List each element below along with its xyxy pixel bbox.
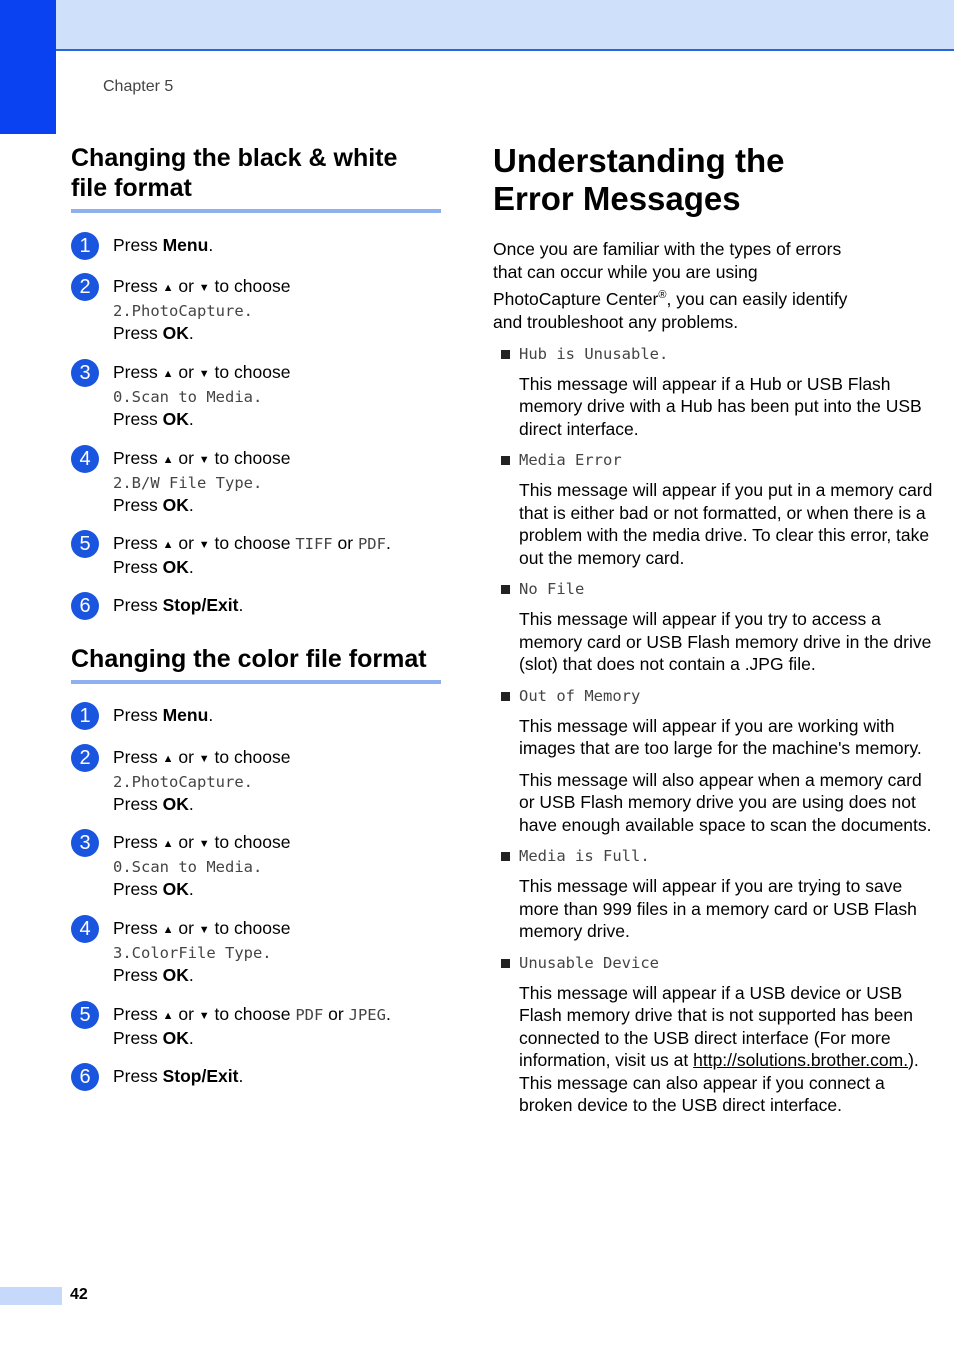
- bw-step-4: 4 Press ▲ or ▼ to choose 2.B/W File Type. Press OK.: [71, 447, 441, 516]
- header-band: [0, 0, 954, 51]
- up-arrow-icon: ▲: [162, 368, 174, 380]
- format-option: PDF: [295, 1006, 324, 1024]
- color-section-title: Changing the color file format: [71, 644, 441, 684]
- bullet-square-icon: [501, 852, 510, 861]
- intro-paragraph: Once you are familiar with the types of errors that can occur while you are using PhotoCapture Center®, you can easily identify and troubleshoot any problems.: [493, 239, 848, 332]
- error-item-media-error: [493, 450, 933, 569]
- up-arrow-icon: ▲: [162, 838, 174, 850]
- error-messages-title: Understanding the Error Messages: [493, 142, 785, 217]
- bw-step-2: 2 Press ▲ or ▼ to choose 2.PhotoCapture. Press OK.: [71, 275, 441, 344]
- step-number: 5: [71, 530, 99, 558]
- step-number: 1: [71, 232, 99, 260]
- step-number: 5: [71, 1001, 99, 1029]
- down-arrow-icon: ▼: [198, 282, 210, 294]
- page-number: 42: [70, 1286, 88, 1303]
- step-number: 1: [71, 702, 99, 730]
- color-step-6: 6 Press Stop/Exit.: [71, 1065, 441, 1087]
- step-number: 3: [71, 359, 99, 387]
- error-description: This message will appear if you are working with images that are too large for the machine's memory.: [519, 715, 922, 759]
- error-code: Unusable Device: [519, 953, 659, 972]
- format-option: TIFF: [295, 535, 333, 553]
- error-description: This message will appear if you are trying to save more than 999 files in a memory card or USB Flash memory drive.: [519, 876, 917, 942]
- bullet-square-icon: [501, 456, 510, 465]
- format-option: PDF: [357, 535, 386, 553]
- step-number: 6: [71, 592, 99, 620]
- page-tab: [0, 1287, 62, 1305]
- brother-solutions-link[interactable]: http://solutions.brother.com.: [693, 1050, 909, 1071]
- down-arrow-icon: ▼: [198, 924, 210, 936]
- chapter-label: Chapter 5: [103, 78, 174, 95]
- color-step-3: 3 Press ▲ or ▼ to choose 0.Scan to Media. Press OK.: [71, 831, 441, 900]
- menu-option: 0.Scan to Media.: [113, 858, 263, 876]
- step-number: 4: [71, 445, 99, 473]
- error-code: No File: [519, 580, 585, 599]
- error-code: Hub is Unusable.: [519, 344, 669, 363]
- bw-step-5: 5 Press ▲ or ▼ to choose TIFF or PDF. Press OK.: [71, 532, 441, 578]
- error-description: This message will appear if you try to access a memory card or USB Flash memory drive in the drive (slot) that does not contain a .JPG file.: [519, 609, 932, 675]
- error-item-out-of-memory: [493, 686, 933, 837]
- down-arrow-icon: ▼: [198, 838, 210, 850]
- menu-option: 2.PhotoCapture.: [113, 302, 253, 320]
- down-arrow-icon: ▼: [198, 753, 210, 765]
- bw-section: [71, 143, 441, 213]
- bw-step-1: 1 Press Menu.: [71, 234, 441, 256]
- down-arrow-icon: ▼: [198, 454, 210, 466]
- step-number: 2: [71, 273, 99, 301]
- error-item-media-full: [493, 846, 933, 943]
- menu-option: 2.B/W File Type.: [113, 474, 263, 492]
- down-arrow-icon: ▼: [198, 368, 210, 380]
- error-item-no-file: [493, 579, 933, 676]
- bullet-square-icon: [501, 350, 510, 359]
- bullet-square-icon: [501, 959, 510, 968]
- error-description: This message will appear if a Hub or USB Flash memory drive with a Hub has been put into the USB direct interface.: [519, 373, 922, 439]
- error-code: Media is Full.: [519, 847, 650, 866]
- bw-section-title: Changing the black & white file format: [71, 143, 441, 213]
- up-arrow-icon: ▲: [162, 454, 174, 466]
- color-step-1: 1 Press Menu.: [71, 704, 441, 726]
- error-item-unusable-device: [493, 953, 933, 1117]
- error-description: This message will appear if a USB device or USB Flash memory drive that is not supported has been connected to the USB direct interface (For more information, visit us at http://solutions.brother.com.). This message can also appear if you connect a broken device to the USB direct interface.: [519, 982, 919, 1116]
- bullet-square-icon: [501, 585, 510, 594]
- up-arrow-icon: ▲: [162, 924, 174, 936]
- down-arrow-icon: ▼: [198, 539, 210, 551]
- error-messages-section: [493, 142, 933, 1117]
- error-description: This message will appear if you put in a memory card that is either bad or not formatted, or when there is a problem with the media drive. To clear this error, take out the memory card.: [519, 480, 933, 568]
- color-step-5: 5 Press ▲ or ▼ to choose PDF or JPEG. Press OK.: [71, 1003, 441, 1049]
- down-arrow-icon: ▼: [198, 1010, 210, 1022]
- error-item-hub: [493, 344, 933, 441]
- bw-step-6: 6 Press Stop/Exit.: [71, 594, 441, 616]
- color-step-2: 2 Press ▲ or ▼ to choose 2.PhotoCapture. Press OK.: [71, 746, 441, 815]
- error-description: This message will also appear when a memory card or USB Flash memory drive you are using does not have enough available space to scan the documents.: [519, 769, 932, 835]
- step-number: 6: [71, 1063, 99, 1091]
- up-arrow-icon: ▲: [162, 282, 174, 294]
- step-number: 3: [71, 829, 99, 857]
- error-code: Out of Memory: [519, 686, 641, 705]
- color-step-4: 4 Press ▲ or ▼ to choose 3.ColorFile Type. Press OK.: [71, 917, 441, 986]
- menu-option: 0.Scan to Media.: [113, 388, 263, 406]
- bw-step-3: 3 Press ▲ or ▼ to choose 0.Scan to Media. Press OK.: [71, 361, 441, 430]
- menu-option: 2.PhotoCapture.: [113, 773, 253, 791]
- format-option: JPEG: [348, 1006, 386, 1024]
- step-number: 2: [71, 744, 99, 772]
- menu-option: 3.ColorFile Type.: [113, 944, 272, 962]
- color-section: [71, 644, 441, 684]
- error-code: Media Error: [519, 451, 622, 470]
- up-arrow-icon: ▲: [162, 753, 174, 765]
- up-arrow-icon: ▲: [162, 1010, 174, 1022]
- up-arrow-icon: ▲: [162, 539, 174, 551]
- step-number: 4: [71, 915, 99, 943]
- bullet-square-icon: [501, 692, 510, 701]
- chapter-tab: [0, 0, 56, 134]
